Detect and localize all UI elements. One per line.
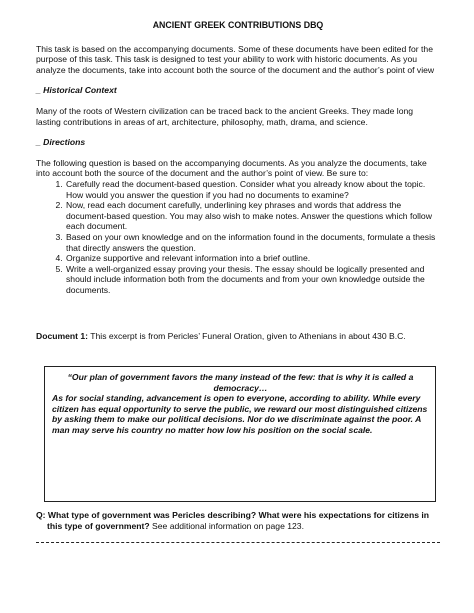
directions-heading: _ Directions [36, 137, 86, 148]
document1-question [36, 510, 440, 531]
document1-source-line [36, 331, 440, 342]
document-page [36, 20, 440, 342]
directions-step: 4. Organize supportive and relevant information into a brief outline. [65, 253, 440, 264]
directions-step: 1. Carefully read the document-based question. Consider what you already know about the topic. How would you answer the question if you had no documents to examine? [65, 179, 440, 200]
directions-text: The following question is based on the accompanying documents. As you analyze the documents, take into account both the source of the document and the author’s point of view. Be sure to: [36, 157, 427, 179]
question-bold: Q: What type of government was Pericles describing? What were his expectations for citizens in this type of government? [36, 510, 430, 531]
quote-opening: “Our plan of government favors the many instead of the few: that is why it is called a democracy… [67, 372, 414, 393]
directions-step: 3. Based on your own knowledge and on the information found in the documents, formulate a thesis that directly answers the question. [65, 232, 440, 253]
directions-steps [36, 179, 440, 296]
document1-source: This excerpt is from Pericles’ Funeral Oration, given to Athenians in about 430 B.C. [88, 331, 406, 342]
document1-label: Document 1: [36, 331, 89, 342]
directions-step: 2. Now, read each document carefully, underlining key phrases and words that address the document-based question. You may also wish to make notes. Answer the questions which follow each document. [65, 200, 440, 232]
intro-paragraph: This task is based on the accompanying documents. Some of these documents have been edited for the purpose of this task. This task is designed to test your ability to work with historic documents. As you analyze the documents, take into account both the source of the document and the author’s point of view [36, 43, 435, 75]
question-note: See additional information on page 123. [149, 520, 304, 531]
question-text [36, 510, 440, 531]
historical-context-text: Many of the roots of Western civilization can be traced back to the ancient Greeks. They made long lasting contributions in areas of art, architecture, philosophy, math, drama, and science. [36, 105, 414, 127]
section-divider [36, 542, 440, 543]
document1-quote-box [44, 366, 436, 502]
directions-step: 5. Write a well-organized essay proving your thesis. The essay should be logically presented and should include information both from the documents and from your own knowledge outside the documents. [65, 264, 440, 296]
quote-body: As for social standing, advancement is open to everyone, according to ability. While every citizen has equal opportunity to serve the public, we reward our most distinguished citizens by asking them to make our political decisions. Nor do we discriminate against the poor. A man may serve his country no matter how low his position on the social scale. [52, 393, 428, 435]
historical-context-heading: _ Historical Context [36, 85, 117, 96]
page-title: ANCIENT GREEK CONTRIBUTIONS DBQ [152, 20, 324, 30]
